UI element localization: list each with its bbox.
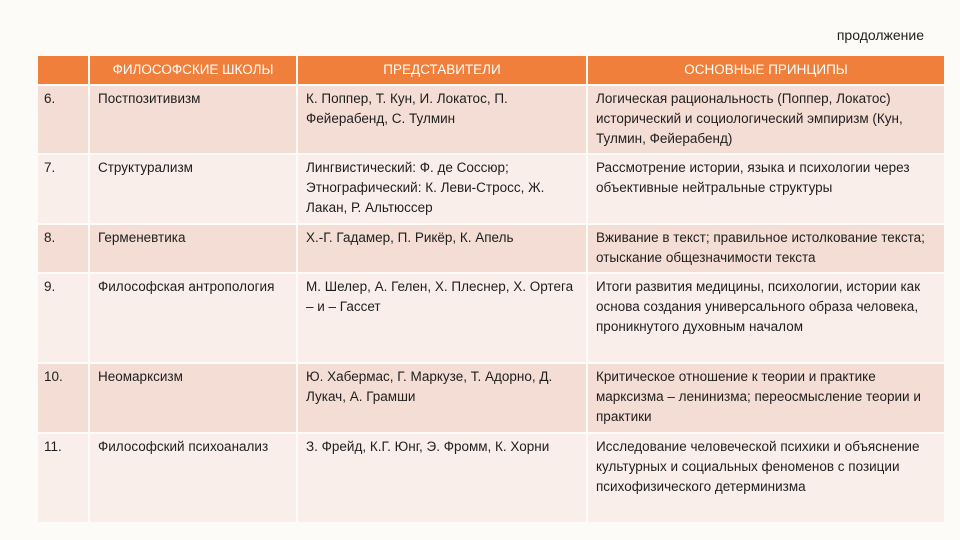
philosophy-schools-table: [36, 54, 946, 524]
representatives: К. Поппер, Т. Кун, И. Локатос, П. Фейерабенд, С. Тулмин: [298, 86, 586, 153]
principles: Критическое отношение к теории и практике марксизма – ленинизма; переосмысление теории и практики: [588, 364, 944, 432]
row-number: 7.: [38, 155, 88, 223]
school-name: Философский психоанализ: [90, 434, 296, 522]
table-row: [38, 86, 944, 153]
table-row: [38, 364, 944, 432]
header-principles: ОСНОВНЫЕ ПРИНЦИПЫ: [588, 56, 944, 84]
row-number: 9.: [38, 274, 88, 362]
principles: Рассмотрение истории, языка и психологии через объективные нейтральные структуры: [588, 155, 944, 223]
representatives: Ю. Хабермас, Г. Маркузе, Т. Адорно, Д. Лукач, А. Грамши: [298, 364, 586, 432]
table-row: [38, 225, 944, 272]
table-row: [38, 155, 944, 223]
school-name: Философская антропология: [90, 274, 296, 362]
header-schools: ФИЛОСОФСКИЕ ШКОЛЫ: [90, 56, 296, 84]
row-number: 11.: [38, 434, 88, 522]
principles: Итоги развития медицины, психологии, истории как основа создания универсального образа человека, проникнутого духовным началом: [588, 274, 944, 362]
school-name: Постпозитивизм: [90, 86, 296, 153]
representatives: Лингвистический: Ф. де Соссюр; Этнографический: К. Леви-Стросс, Ж. Лакан, Р. Альтюссер: [298, 155, 586, 223]
principles: Логическая рациональность (Поппер, Локатос) исторический и социологический эмпиризм (Кун, Тулмин, Фейерабенд): [588, 86, 944, 153]
row-number: 8.: [38, 225, 88, 272]
header-representatives: ПРЕДСТАВИТЕЛИ: [298, 56, 586, 84]
table-row: [38, 274, 944, 362]
school-name: Герменевтика: [90, 225, 296, 272]
row-number: 6.: [38, 86, 88, 153]
school-name: Структурализм: [90, 155, 296, 223]
school-name: Неомарксизм: [90, 364, 296, 432]
header-number: [38, 56, 88, 84]
continuation-note: продолжение: [836, 27, 924, 43]
representatives: Х.-Г. Гадамер, П. Рикёр, К. Апель: [298, 225, 586, 272]
representatives: З. Фрейд, К.Г. Юнг, Э. Фромм, К. Хорни: [298, 434, 586, 522]
table-header-row: [38, 56, 944, 84]
row-number: 10.: [38, 364, 88, 432]
table-row: [38, 434, 944, 522]
principles: Вживание в текст; правильное истолкование текста; отыскание общезначимости текста: [588, 225, 944, 272]
representatives: М. Шелер, А. Гелен, Х. Плеснер, Х. Ортега – и – Гассет: [298, 274, 586, 362]
principles: Исследование человеческой психики и объяснение культурных и социальных феноменов с позиции психофизического детерминизма: [588, 434, 944, 522]
